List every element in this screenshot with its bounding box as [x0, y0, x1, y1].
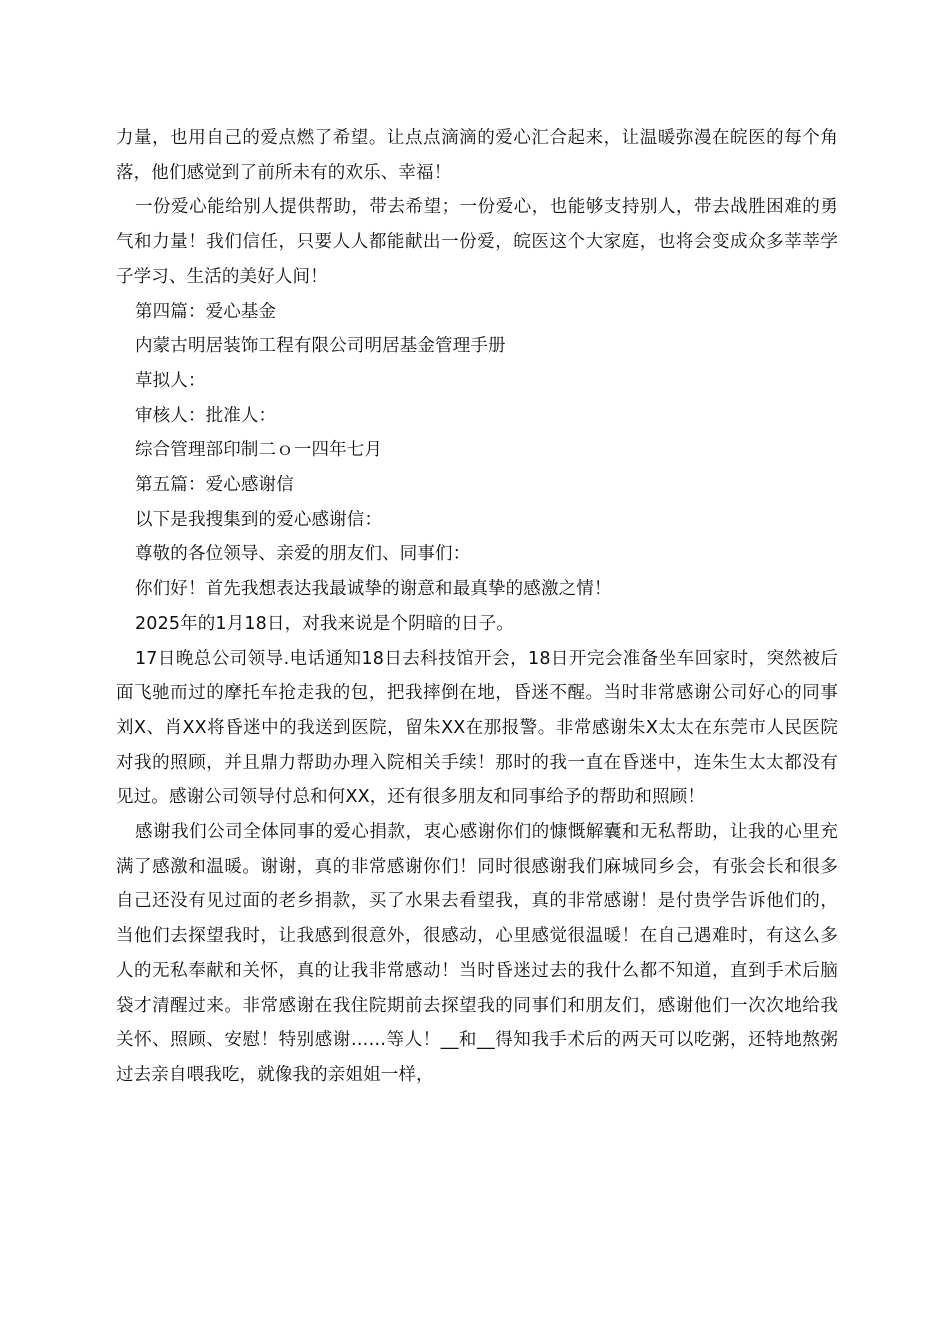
letter-thanks-paragraph: 感谢我们公司全体同事的爱心捐款，衷心感谢你们的慷慨解囊和无私帮助，让我的心里充满了感激和温暖。谢谢，真的非常感谢你们！同时很感谢我们麻城同乡会，有张会长和很多自己还没有见过面的老乡捐款，买了水果去看望我，真的非常感谢！是付贵学告诉他们的，当他们去探望我时，让我感到很意外，很感动，心里感觉很温暖！在自己遇难时，有这么多人的无私奉献和关怀，真的让我非常感动！当时昏迷过去的我什么都不知道，直到手术后脑袋才清醒过来。非常感谢在我住院期前去探望我的同事们和朋友们，感谢他们一次次地给我关怀、照顾、安慰！特别感谢……等人！__和__得知我手术后的两天可以吃粥，还特地熬粥过去亲自喂我吃，就像我的亲姐姐一样，	[116, 822, 838, 1085]
manual-title: 内蒙古明居装饰工程有限公司明居基金管理手册	[135, 336, 506, 357]
section-heading-part-four: 第四篇：爱心基金	[135, 301, 277, 322]
paragraph-love-support: 一份爱心能给别人提供帮助，带去希望；一份爱心，也能够支持别人，带去战胜困难的勇气和力量！我们信任，只要人人都能献出一份爱，皖医这个大家庭，也将会变成众多莘莘学子学习、生活的美好人间！	[116, 197, 838, 287]
letter-salutation: 尊敬的各位领导、亲爱的朋友们、同事们：	[135, 544, 471, 565]
section-heading-part-five: 第五篇：爱心感谢信	[135, 475, 294, 496]
letter-date-line: 2025年的1月18日，对我来说是个阴暗的日子。	[135, 613, 515, 634]
drafter-line: 草拟人：	[135, 370, 206, 391]
intro-line: 以下是我搜集到的爱心感谢信：	[135, 509, 383, 530]
letter-greeting: 你们好！首先我想表达我最诚挚的谢意和最真挚的感激之情！	[135, 579, 612, 600]
reviewer-approver-line: 审核人：批准人：	[135, 405, 277, 426]
letter-incident-paragraph: 17日晚总公司领导.电话通知18日去科技馆开会，18日开完会准备坐车回家时，突然被后面飞驰而过的摩托车抢走我的包，把我摔倒在地，昏迷不醒。当时非常感谢公司好心的同事刘X、肖XX将昏迷中的我送到医院，留朱XX在那报警。非常感谢朱X太太在东莞市人民医院对我的照顾，并且鼎力帮助办理入院相关手续！那时的我一直在昏迷中，连朱生太太都没有见过。感谢公司领导付总和何XX，还有很多朋友和同事给予的帮助和照顾！	[116, 648, 838, 808]
printing-info-line: 综合管理部印制二ｏ一四年七月	[135, 440, 383, 461]
document-body	[116, 121, 838, 1093]
paragraph-continuation: 力量，也用自己的爱点燃了希望。让点点滴滴的爱心汇合起来，让温暖弥漫在皖医的每个角落，他们感觉到了前所未有的欢乐、幸福！	[116, 128, 838, 183]
